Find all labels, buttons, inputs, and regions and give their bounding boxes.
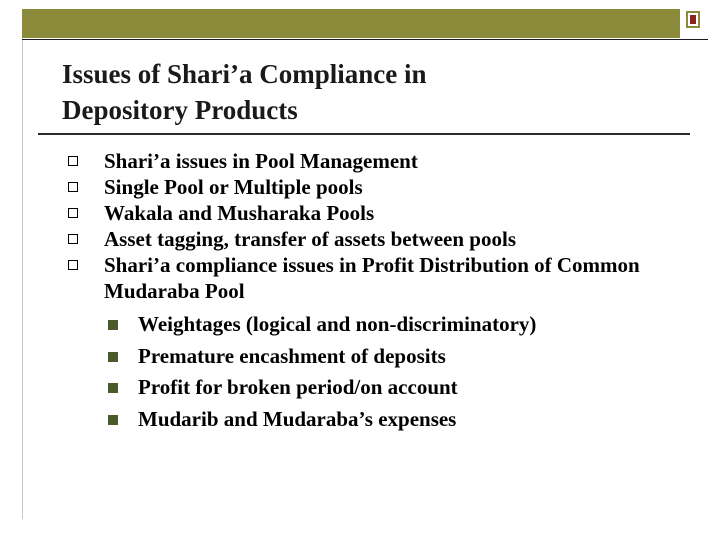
list-item	[66, 252, 706, 435]
list-item	[66, 200, 706, 226]
title-line-1: Issues of Shari’a Compliance in	[62, 59, 427, 89]
sub-list-item-text: Weightages (logical and non-discriminatory)	[138, 312, 537, 336]
list-item	[66, 148, 706, 174]
list-item	[66, 226, 706, 252]
list-item-text: Shari’a compliance issues in Profit Distribution of Common Mudaraba Pool	[104, 253, 640, 303]
header-band	[22, 9, 680, 38]
list-item-text: Single Pool or Multiple pools	[104, 175, 363, 199]
list-item-text: Asset tagging, transfer of assets between pools	[104, 227, 516, 251]
sub-list-item	[104, 341, 706, 373]
list-item-text: Shari’a issues in Pool Management	[104, 149, 418, 173]
hollow-square-bullet-icon	[68, 208, 78, 218]
title-divider	[38, 133, 690, 135]
sub-list-item-text: Premature encashment of deposits	[138, 343, 446, 368]
sub-list-item	[104, 309, 706, 341]
sub-bullet-list	[104, 309, 706, 435]
title-line-2: Depository Products	[62, 95, 298, 125]
filled-square-bullet-icon	[108, 415, 118, 425]
sub-list-item	[104, 372, 706, 404]
hollow-square-bullet-icon	[68, 260, 78, 270]
hollow-square-bullet-icon	[68, 182, 78, 192]
hollow-square-bullet-icon	[68, 156, 78, 166]
bullet-list	[66, 148, 706, 435]
list-item	[66, 174, 706, 200]
list-item-text: Wakala and Musharaka Pools	[104, 201, 375, 225]
filled-square-bullet-icon	[108, 320, 118, 330]
slide-title	[62, 56, 662, 128]
filled-square-bullet-icon	[108, 352, 118, 362]
sub-list-item-text: Profit for broken period/on account	[138, 375, 458, 399]
left-margin-rule	[22, 9, 23, 519]
hollow-square-bullet-icon	[68, 234, 78, 244]
sub-list-item-text: Mudarib and Mudaraba’s expenses	[138, 406, 457, 431]
corner-square-fill	[690, 15, 696, 24]
header-band-underline	[22, 39, 708, 40]
corner-square-icon	[686, 11, 700, 28]
filled-square-bullet-icon	[108, 383, 118, 393]
sub-list-item	[104, 404, 706, 436]
